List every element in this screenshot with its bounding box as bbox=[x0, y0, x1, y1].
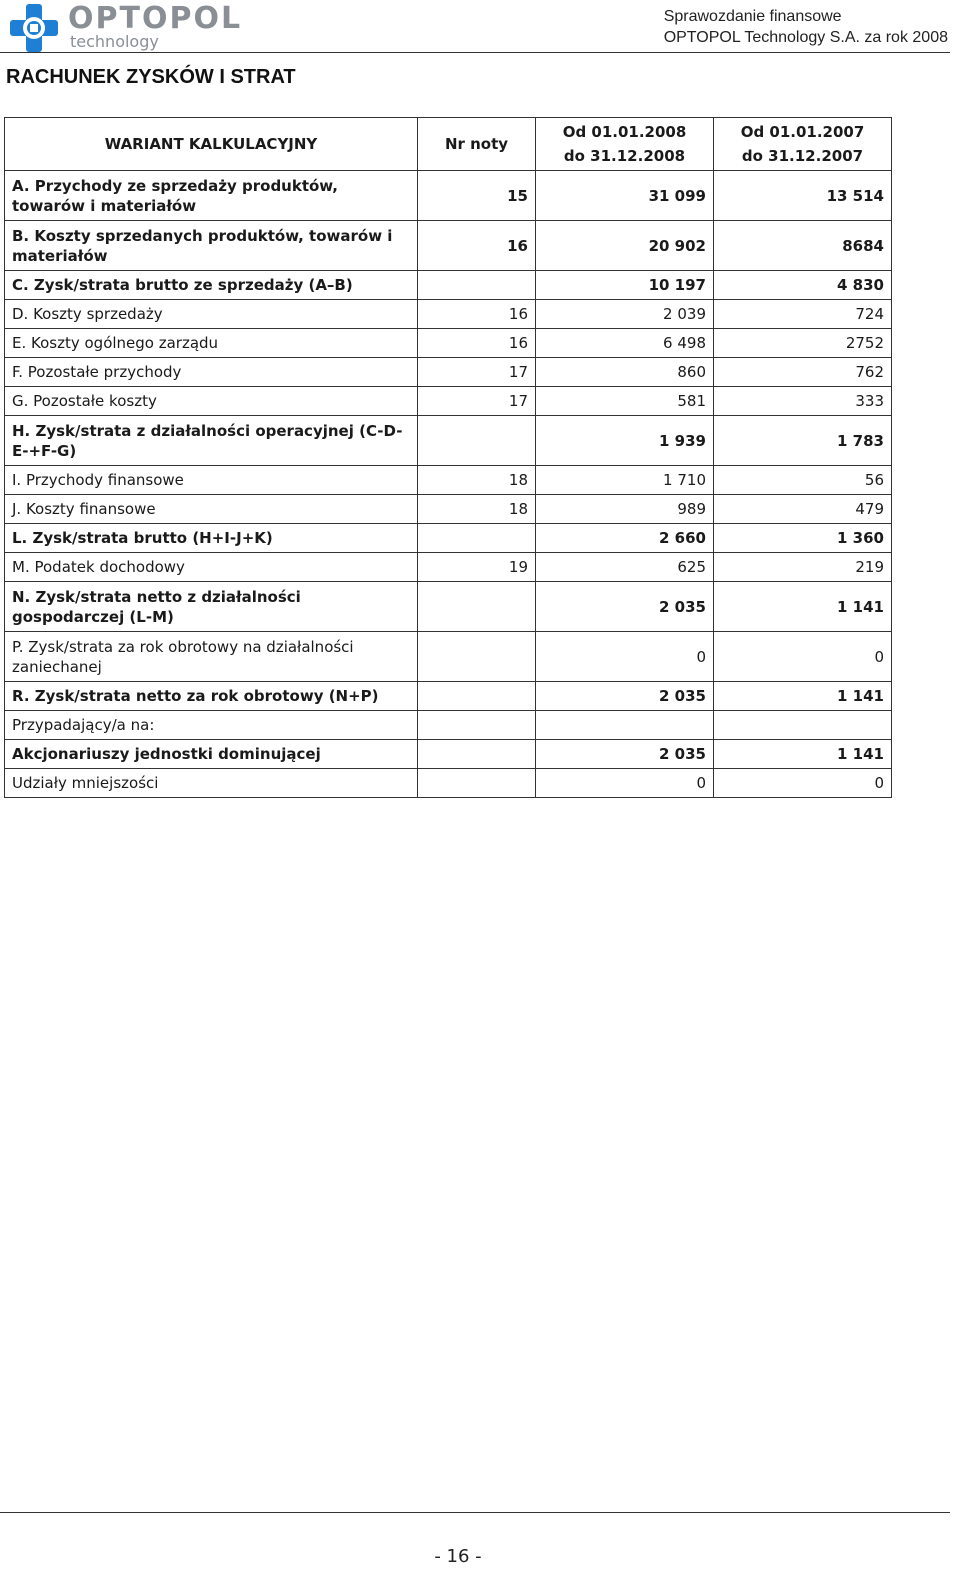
row-value-2008: 10 197 bbox=[536, 271, 714, 300]
row-note: 17 bbox=[418, 387, 536, 416]
row-value-2008: 860 bbox=[536, 358, 714, 387]
row-value-2007 bbox=[714, 711, 892, 740]
row-value-2007: 1 141 bbox=[714, 740, 892, 769]
row-value-2007: 8684 bbox=[714, 221, 892, 271]
row-value-2008: 581 bbox=[536, 387, 714, 416]
page-title: RACHUNEK ZYSKÓW I STRAT bbox=[6, 66, 296, 88]
row-value-2007: 2752 bbox=[714, 329, 892, 358]
table-row bbox=[5, 740, 892, 769]
row-label: F. Pozostałe przychody bbox=[5, 358, 418, 387]
row-note: 18 bbox=[418, 466, 536, 495]
row-value-2007: 1 141 bbox=[714, 582, 892, 632]
table-row bbox=[5, 495, 892, 524]
row-value-2007: 1 783 bbox=[714, 416, 892, 466]
row-label: H. Zysk/strata z działalności operacyjnej (C-D-E-+F-G) bbox=[5, 416, 418, 466]
row-note: 16 bbox=[418, 300, 536, 329]
row-value-2007: 219 bbox=[714, 553, 892, 582]
row-note bbox=[418, 524, 536, 553]
header-note: Nr noty bbox=[418, 118, 536, 171]
row-label: A. Przychody ze sprzedaży produktów, towarów i materiałów bbox=[5, 171, 418, 221]
row-label: I. Przychody finansowe bbox=[5, 466, 418, 495]
row-label: P. Zysk/strata za rok obrotowy na działalności zaniechanej bbox=[5, 632, 418, 682]
row-value-2008: 989 bbox=[536, 495, 714, 524]
row-label: L. Zysk/strata brutto (H+I-J+K) bbox=[5, 524, 418, 553]
page-number: - 16 - bbox=[434, 1546, 482, 1567]
header-period-2007-from: Od 01.01.2007 bbox=[740, 123, 865, 141]
document-type: Sprawozdanie finansowe bbox=[663, 8, 842, 25]
row-note bbox=[418, 682, 536, 711]
row-note: 16 bbox=[418, 329, 536, 358]
header-period-2007-to: do 31.12.2007 bbox=[741, 147, 864, 165]
row-note bbox=[418, 711, 536, 740]
row-label: J. Koszty finansowe bbox=[5, 495, 418, 524]
row-note bbox=[418, 632, 536, 682]
table-row bbox=[5, 466, 892, 495]
table-row bbox=[5, 582, 892, 632]
row-value-2008: 1 939 bbox=[536, 416, 714, 466]
row-value-2008: 2 039 bbox=[536, 300, 714, 329]
row-value-2007: 56 bbox=[714, 466, 892, 495]
header-period-2008-from: Od 01.01.2008 bbox=[562, 123, 687, 141]
table-row bbox=[5, 329, 892, 358]
row-value-2008: 2 035 bbox=[536, 582, 714, 632]
income-statement-table bbox=[4, 117, 892, 798]
optopol-logo-icon bbox=[10, 4, 58, 52]
row-value-2008: 1 710 bbox=[536, 466, 714, 495]
row-value-2008: 31 099 bbox=[536, 171, 714, 221]
row-label: Udziały mniejszości bbox=[5, 769, 418, 798]
footer-divider bbox=[0, 1512, 950, 1513]
row-value-2008: 0 bbox=[536, 632, 714, 682]
row-value-2008: 6 498 bbox=[536, 329, 714, 358]
row-label: M. Podatek dochodowy bbox=[5, 553, 418, 582]
table-row bbox=[5, 221, 892, 271]
row-value-2008: 2 035 bbox=[536, 682, 714, 711]
row-value-2008: 625 bbox=[536, 553, 714, 582]
header-period-2007 bbox=[714, 118, 892, 171]
row-note bbox=[418, 416, 536, 466]
row-note: 18 bbox=[418, 495, 536, 524]
row-value-2007: 724 bbox=[714, 300, 892, 329]
row-value-2008: 0 bbox=[536, 769, 714, 798]
row-value-2007: 13 514 bbox=[714, 171, 892, 221]
row-note: 15 bbox=[418, 171, 536, 221]
row-value-2008: 20 902 bbox=[536, 221, 714, 271]
company-logo bbox=[10, 1, 243, 52]
header-divider bbox=[0, 52, 950, 53]
table-row bbox=[5, 416, 892, 466]
row-label: Akcjonariuszy jednostki dominującej bbox=[5, 740, 418, 769]
document-company-year: OPTOPOL Technology S.A. za rok 2008 bbox=[663, 29, 948, 46]
header-period-2008-to: do 31.12.2008 bbox=[563, 147, 686, 165]
table-row bbox=[5, 711, 892, 740]
table-row bbox=[5, 300, 892, 329]
table-row bbox=[5, 271, 892, 300]
table-row bbox=[5, 524, 892, 553]
table-row bbox=[5, 769, 892, 798]
row-label: N. Zysk/strata netto z działalności gospodarczej (L-M) bbox=[5, 582, 418, 632]
row-value-2007: 0 bbox=[714, 769, 892, 798]
row-note: 16 bbox=[418, 221, 536, 271]
header-period-2008 bbox=[536, 118, 714, 171]
table-row bbox=[5, 682, 892, 711]
row-note: 17 bbox=[418, 358, 536, 387]
row-value-2007: 762 bbox=[714, 358, 892, 387]
logo-wordmark: OPTOPOL bbox=[68, 1, 243, 36]
row-note bbox=[418, 740, 536, 769]
row-value-2007: 479 bbox=[714, 495, 892, 524]
row-label: G. Pozostałe koszty bbox=[5, 387, 418, 416]
row-label: R. Zysk/strata netto za rok obrotowy (N+P) bbox=[5, 682, 418, 711]
logo-subtitle: technology bbox=[70, 32, 159, 51]
row-note bbox=[418, 769, 536, 798]
page-header bbox=[0, 0, 960, 54]
row-label: C. Zysk/strata brutto ze sprzedaży (A–B) bbox=[5, 271, 418, 300]
header-variant: WARIANT KALKULACYJNY bbox=[5, 118, 418, 171]
table-row bbox=[5, 358, 892, 387]
row-value-2008: 2 035 bbox=[536, 740, 714, 769]
row-note: 19 bbox=[418, 553, 536, 582]
row-label: Przypadający/a na: bbox=[5, 711, 418, 740]
table-header-row bbox=[5, 118, 892, 171]
row-label: E. Koszty ogólnego zarządu bbox=[5, 329, 418, 358]
document-info bbox=[664, 6, 948, 48]
row-value-2007: 1 141 bbox=[714, 682, 892, 711]
table-row bbox=[5, 171, 892, 221]
table-row bbox=[5, 553, 892, 582]
table-row bbox=[5, 387, 892, 416]
row-value-2007: 4 830 bbox=[714, 271, 892, 300]
row-label: D. Koszty sprzedaży bbox=[5, 300, 418, 329]
table-row bbox=[5, 632, 892, 682]
row-value-2008 bbox=[536, 711, 714, 740]
row-value-2008: 2 660 bbox=[536, 524, 714, 553]
row-note bbox=[418, 271, 536, 300]
row-value-2007: 1 360 bbox=[714, 524, 892, 553]
row-label: B. Koszty sprzedanych produktów, towarów i materiałów bbox=[5, 221, 418, 271]
row-note bbox=[418, 582, 536, 632]
row-value-2007: 333 bbox=[714, 387, 892, 416]
row-value-2007: 0 bbox=[714, 632, 892, 682]
